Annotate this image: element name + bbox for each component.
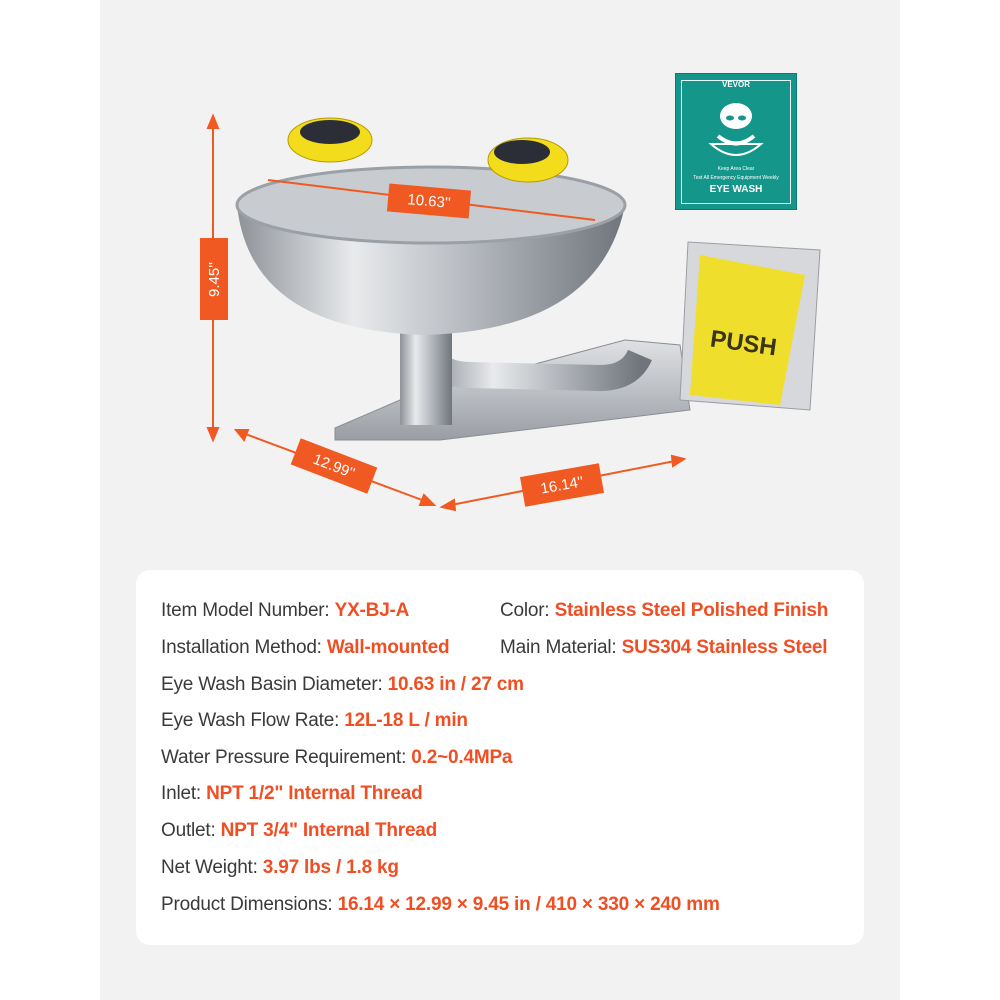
spec-value: Stainless Steel Polished Finish — [554, 600, 829, 621]
spec-weight — [161, 857, 399, 879]
sign-title: EYE WASH — [709, 184, 763, 195]
width-dimension-label: 16.14'' — [520, 463, 604, 506]
spec-dimensions — [161, 894, 720, 916]
spec-color — [500, 600, 828, 622]
spec-value: 10.63 in / 27 cm — [387, 674, 524, 695]
spec-label: Product Dimensions: — [161, 894, 338, 915]
spec-label: Main Material: — [500, 637, 622, 658]
height-dimension-label — [200, 238, 228, 320]
eye-wash-pictogram-icon — [706, 96, 766, 161]
spec-label: Water Pressure Requirement: — [161, 747, 412, 768]
spec-label: Installation Method: — [161, 637, 327, 658]
depth-dimension-label: 12.99'' — [291, 438, 378, 494]
spec-label: Eye Wash Basin Diameter: — [161, 674, 388, 695]
spec-value: NPT 1/2" Internal Thread — [206, 783, 423, 804]
spec-value: 12L-18 L / min — [344, 710, 468, 731]
specifications-card — [136, 570, 864, 945]
spec-value: 3.97 lbs / 1.8 kg — [262, 857, 399, 878]
spec-label: Net Weight: — [161, 857, 263, 878]
spec-model — [161, 600, 409, 622]
spec-pressure — [161, 747, 512, 769]
spec-label: Eye Wash Flow Rate: — [161, 710, 345, 731]
spec-label: Outlet: — [161, 820, 221, 841]
spec-value: YX-BJ-A — [334, 600, 410, 621]
spec-value: 0.2~0.4MPa — [411, 747, 513, 768]
diameter-dimension-label: 10.63'' — [387, 183, 471, 218]
spec-value: SUS304 Stainless Steel — [621, 637, 828, 658]
eye-wash-sign — [675, 73, 797, 210]
sign-line-1: Keep Area Clear — [717, 166, 755, 172]
spec-value: Wall-mounted — [326, 637, 450, 658]
sign-line-2: Test All Emergency Equipment Weekly — [693, 175, 779, 181]
spec-inlet — [161, 783, 423, 805]
spec-installation — [161, 637, 449, 659]
spec-label: Item Model Number: — [161, 600, 335, 621]
spec-label: Inlet: — [161, 783, 207, 804]
sign-brand: VEVOR — [721, 80, 750, 89]
spec-flow-rate — [161, 710, 468, 732]
spec-value: NPT 3/4" Internal Thread — [220, 820, 438, 841]
push-label: PUSH — [708, 325, 779, 362]
spec-value: 16.14 × 12.99 × 9.45 in / 410 × 330 × 240 mm — [337, 894, 720, 915]
spec-diameter — [161, 674, 524, 696]
spec-label: Color: — [500, 600, 555, 621]
spec-material — [500, 637, 827, 659]
height-dimension-text: 9.45'' — [205, 261, 223, 297]
spec-outlet — [161, 820, 437, 842]
